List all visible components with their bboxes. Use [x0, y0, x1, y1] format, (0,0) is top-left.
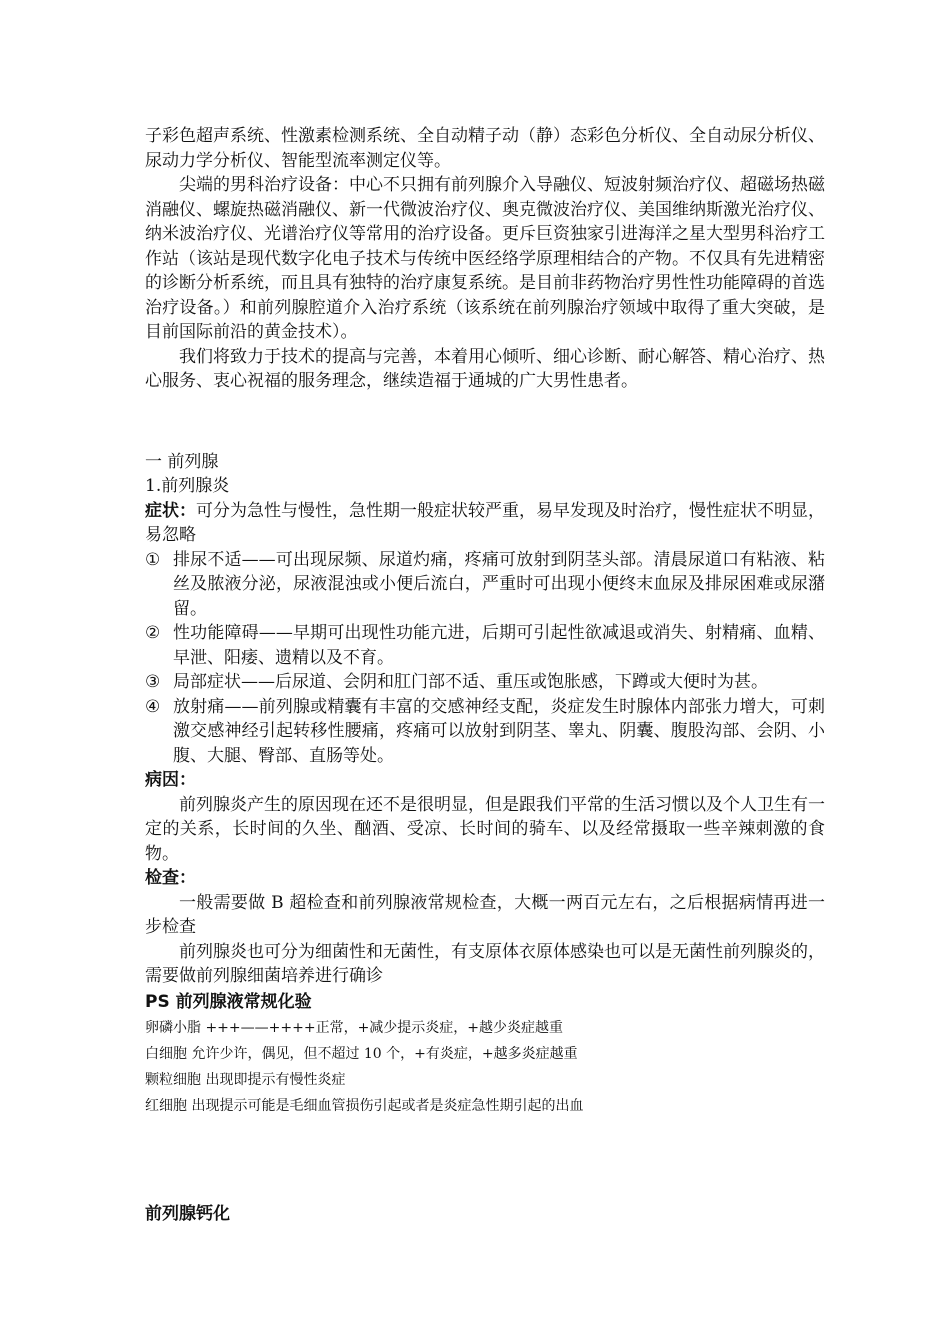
symptoms-list — [145, 548, 825, 769]
spacer — [145, 394, 825, 450]
list-item — [145, 548, 825, 622]
cause-paragraph: 前列腺炎产生的原因现在还不是很明显，但是跟我们平常的生活习惯以及个人卫生有一定的关系，长时间的久坐、酗酒、受凉、长时间的骑车、以及经常摄取一些辛辣刺激的食物。 — [145, 794, 825, 864]
cause-label: 病因： — [145, 770, 196, 790]
ps-item: 白细胞 允许少许，偶见，但不超过 10 个，+有炎症，+越多炎症越重 — [145, 1045, 578, 1062]
symptoms-paragraph — [145, 499, 825, 548]
symptoms-text: 可分为急性与慢性，急性期一般症状较严重，易早发现及时治疗，慢性症状不明显，易忽略 — [145, 500, 825, 545]
list-item — [145, 695, 825, 769]
list-item-text: 放射痛——前列腺或精囊有丰富的交感神经支配，炎症发生时腺体内部张力增大，可刺激交感神经引起转移性腰痛，疼痛可以放射到阴茎、睾丸、阴囊、腹股沟部、会阴、小腹、大腿、臀部、直肠等处。 — [173, 696, 825, 766]
intro-paragraph-3: 我们将致力于技术的提高与完善，本着用心倾听、细心诊断、耐心解答、精心治疗、热心服务、衷心祝福的服务理念，继续造福于通城的广大男性患者。 — [145, 346, 825, 391]
ps-item: 颗粒细胞 出现即提示有慢性炎症 — [145, 1071, 346, 1088]
calcification-title: 前列腺钙化 — [145, 1204, 230, 1224]
ps-item: 卵磷小脂 +++——++++正常，+减少提示炎症，+越少炎症越重 — [145, 1019, 564, 1036]
symptoms-label: 症状： — [145, 500, 196, 521]
list-item-number: ② — [145, 623, 161, 643]
section-subtitle: 1.前列腺炎 — [145, 476, 230, 496]
ps-title: PS 前列腺液常规化验 — [145, 991, 312, 1012]
intro-paragraph-1: 子彩色超声系统、性激素检测系统、全自动精子动（静）态彩色分析仪、全自动尿分析仪、尿动力学分析仪、智能型流率测定仪等。 — [145, 126, 825, 171]
list-item-number: ③ — [145, 672, 161, 692]
list-item-text: 排尿不适——可出现尿频、尿道灼痛，疼痛可放射到阴茎头部。清晨尿道口有粘液、粘丝及脓液分泌，尿液混浊或小便后流白，严重时可出现小便终末血尿及排尿困难或尿潴留。 — [173, 549, 825, 619]
list-item — [145, 621, 825, 670]
list-item-number: ① — [145, 549, 161, 570]
list-item-text: 局部症状——后尿道、会阴和肛门部不适、重压或饱胀感，下蹲或大便时为甚。 — [173, 672, 768, 692]
list-item-text: 性功能障碍——早期可出现性功能亢进，后期可引起性欲减退或消失、射精痛、血精、早泄、阳痿、遗精以及不育。 — [173, 623, 825, 668]
exam-label: 检查： — [145, 868, 196, 888]
exam-paragraph-1: 一般需要做 B 超检查和前列腺液常规检查，大概一两百元左右，之后根据病情再进一步检查 — [145, 892, 825, 937]
exam-paragraph-2: 前列腺炎也可分为细菌性和无菌性，有支原体衣原体感染也可以是无菌性前列腺炎的，需要做前列腺细菌培养进行确诊 — [145, 941, 825, 986]
list-item-number: ④ — [145, 696, 161, 717]
section-title: 一 前列腺 — [145, 451, 219, 472]
list-item — [145, 670, 825, 695]
intro-paragraph-2: 尖端的男科治疗设备：中心不只拥有前列腺介入导融仪、短波射频治疗仪、超磁场热磁消融仪、螺旋热磁消融仪、新一代微波治疗仪、奥克微波治疗仪、美国维纳斯激光治疗仪、纳米波治疗仪、光谱治疗仪等常用的治疗设备。更斥巨资独家引进海洋之星大型男科治疗工作站（该站是现代数字化电子技术与传统中医经络学原理相结合的产物。不仅具有先进精密的诊断分析系统，而且具有独特的治疗康复系统。是目前非药物治疗男性性功能障碍的首选治疗设备。）和前列腺腔道介入治疗系统（该系统在前列腺治疗领域中取得了重大突破，是目前国际前沿的黄金技术）。 — [145, 175, 825, 342]
document-body — [145, 124, 825, 1224]
ps-item: 红细胞 出现提示可能是毛细血管损伤引起或者是炎症急性期引起的出血 — [145, 1097, 584, 1114]
